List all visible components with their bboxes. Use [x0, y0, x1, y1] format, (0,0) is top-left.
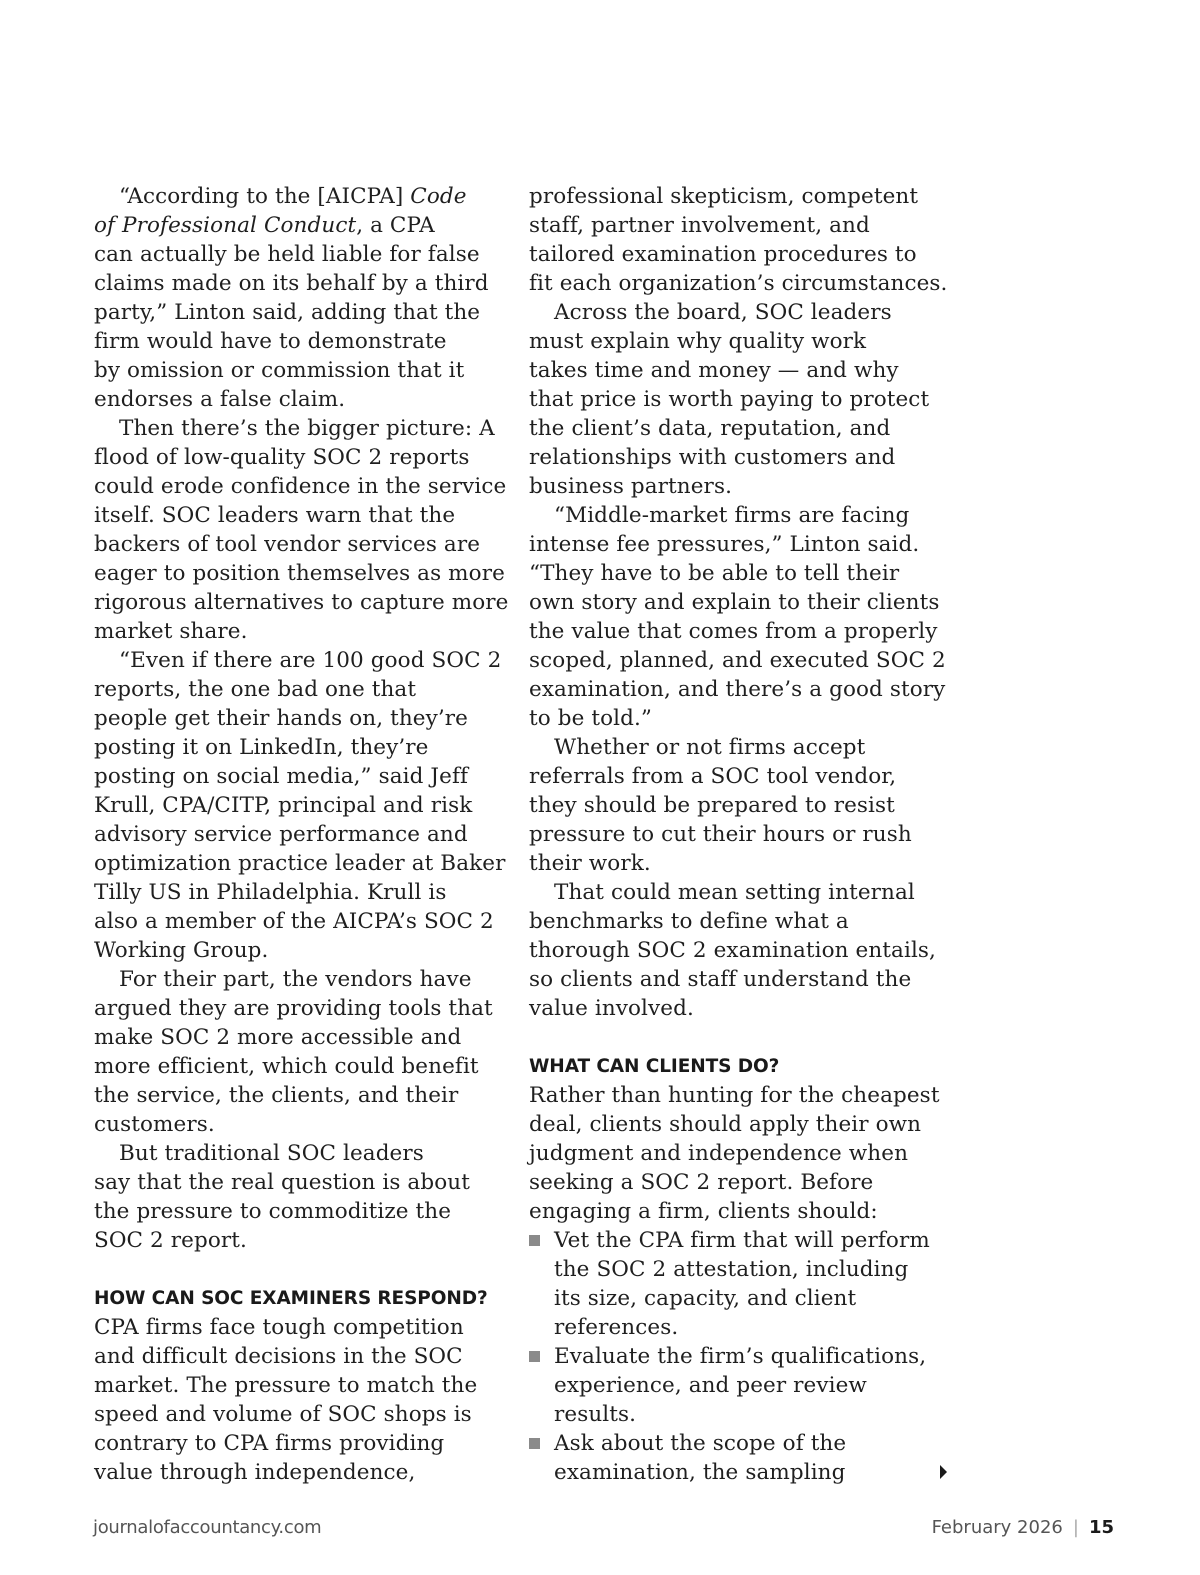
text-line: optimization practice leader at Baker — [94, 851, 506, 876]
paragraph — [529, 501, 946, 733]
text-line: “They have to be able to tell their — [529, 561, 900, 586]
paragraph — [529, 1081, 941, 1226]
paragraph — [94, 646, 506, 965]
text-line: Ask about the scope of the — [554, 1431, 847, 1456]
left-column — [94, 182, 509, 1487]
text-line: market. The pressure to match the — [94, 1373, 478, 1398]
text-line: posting on social media,” said Jeff — [94, 764, 469, 789]
text-line: advisory service performance and — [94, 822, 468, 847]
text-line: Tilly US in Philadelphia. Krull is — [94, 880, 447, 905]
footer-page-info — [932, 1517, 1114, 1538]
text-line: could erode confidence in the service — [94, 474, 507, 499]
bullet-square-icon — [529, 1438, 540, 1449]
footer-issue-date: February 2026 — [931, 1517, 1063, 1538]
text-line: Then there’s the bigger picture: A — [119, 416, 495, 441]
text-line: intense fee pressures,” Linton said. — [529, 532, 920, 557]
text-line: deal, clients should apply their own — [529, 1112, 922, 1137]
text-line: fit each organization’s circumstances. — [529, 271, 948, 296]
text-line: they should be prepared to resist — [529, 793, 895, 818]
text-line: Evaluate the firm’s qualifications, — [554, 1344, 927, 1369]
text-line: professional skepticism, competent — [529, 184, 919, 209]
text-line: benchmarks to define what a — [529, 909, 849, 934]
text-line: reports, the one bad one that — [94, 677, 417, 702]
text-line: Whether or not firms accept — [554, 735, 866, 760]
text-line: the service, the clients, and their — [94, 1083, 459, 1108]
text-line: pressure to cut their hours or rush — [529, 822, 912, 847]
text-line: people get their hands on, they’re — [94, 706, 468, 731]
paragraph — [94, 1139, 506, 1255]
text-line: say that the real question is about — [94, 1170, 470, 1195]
paragraph: “According to the [AICPA] Code of Professional Conduct, a CPA can actually be held liable for false claims made on its behalf by a third party,” Linton said, adding that the firm would have to demonstrate by omission or commission that it endorses a false claim. — [94, 184, 489, 412]
text-line: to be told.” — [529, 706, 652, 731]
paragraph — [529, 298, 941, 501]
text-line: But traditional SOC leaders — [119, 1141, 424, 1166]
bullet-item — [529, 1226, 941, 1342]
text-line: examination, and there’s a good story — [529, 677, 946, 702]
paragraph — [94, 1313, 506, 1487]
text-line: examination, the sampling — [554, 1460, 846, 1485]
text-line: also a member of the AICPA’s SOC 2 — [94, 909, 494, 934]
text-line: Vet the CPA firm that will perform — [554, 1228, 930, 1253]
text-line: results. — [554, 1402, 637, 1427]
paragraph — [529, 878, 941, 1023]
text-line: staff, partner involvement, and — [529, 213, 870, 238]
text-line: relationships with customers and — [529, 445, 896, 470]
text-line: itself. SOC leaders warn that the — [94, 503, 456, 528]
footer-separator: | — [1072, 1517, 1079, 1538]
text-line: takes time and money — and why — [529, 358, 899, 383]
footer-website: journalofaccountancy.com — [93, 1517, 322, 1538]
page-number: 15 — [1088, 1517, 1114, 1538]
text-line: contrary to CPA firms providing — [94, 1431, 445, 1456]
text-line: tailored examination procedures to — [529, 242, 917, 267]
paragraph — [529, 733, 941, 878]
text-line: the client’s data, reputation, and — [529, 416, 891, 441]
text-line: the pressure to commoditize the — [94, 1199, 452, 1224]
text-line: their work. — [529, 851, 651, 876]
section-heading: WHAT CAN CLIENTS DO? — [529, 1056, 780, 1077]
section-heading: HOW CAN SOC EXAMINERS RESPOND? — [94, 1288, 488, 1309]
right-column — [529, 182, 948, 1487]
text-line: speed and volume of SOC shops is — [94, 1402, 472, 1427]
text-line: the value that comes from a properly — [529, 619, 938, 644]
text-line: Working Group. — [94, 938, 269, 963]
text-line: “Middle-market firms are facing — [554, 503, 910, 528]
text-line: scoped, planned, and executed SOC 2 — [529, 648, 946, 673]
text-line: market share. — [94, 619, 248, 644]
text-line: so clients and staff understand the — [529, 967, 912, 992]
text-line: flood of low-quality SOC 2 reports — [94, 445, 470, 470]
text-line: engaging a firm, clients should: — [529, 1199, 878, 1224]
text-line: “Even if there are 100 good SOC 2 — [119, 648, 502, 673]
text-line: own story and explain to their clients — [529, 590, 940, 615]
text-line: seeking a SOC 2 report. Before — [529, 1170, 874, 1195]
text-line: eager to position themselves as more — [94, 561, 505, 586]
text-line: that price is worth paying to protect — [529, 387, 930, 412]
text-line: Rather than hunting for the cheapest — [529, 1083, 940, 1108]
text-line: must explain why quality work — [529, 329, 867, 354]
bullet-list — [529, 1226, 941, 1487]
bullet-item — [529, 1342, 941, 1429]
text-line: judgment and independence when — [529, 1141, 909, 1166]
bullet-item — [529, 1429, 941, 1487]
text-line: value involved. — [529, 996, 694, 1021]
paragraph — [94, 414, 509, 646]
text-line: business partners. — [529, 474, 733, 499]
paragraph — [529, 182, 948, 298]
text-line: value through independence, — [94, 1460, 416, 1485]
text-line: references. — [554, 1315, 679, 1340]
text-line: the SOC 2 attestation, including — [554, 1257, 909, 1282]
text-line: backers of tool vendor services are — [94, 532, 481, 557]
text-line: Krull, CPA/CITP, principal and risk — [94, 793, 473, 818]
continue-arrow-icon — [940, 1465, 947, 1479]
text-line: That could mean setting internal — [554, 880, 915, 905]
bullet-square-icon — [529, 1235, 540, 1246]
text-line: rigorous alternatives to capture more — [94, 590, 509, 615]
text-line: SOC 2 report. — [94, 1228, 247, 1253]
text-line: Across the board, SOC leaders — [554, 300, 892, 325]
text-line: customers. — [94, 1112, 215, 1137]
bullet-square-icon — [529, 1351, 540, 1362]
text-line: experience, and peer review — [554, 1373, 867, 1398]
text-line: CPA firms face tough competition — [94, 1315, 464, 1340]
text-line: make SOC 2 more accessible and — [94, 1025, 462, 1050]
text-line: more efficient, which could benefit — [94, 1054, 479, 1079]
paragraph — [94, 965, 506, 1139]
text-line: and difficult decisions in the SOC — [94, 1344, 463, 1369]
text-line: For their part, the vendors have — [119, 967, 472, 992]
text-line: argued they are providing tools that — [94, 996, 493, 1021]
text-line: thorough SOC 2 examination entails, — [529, 938, 936, 963]
text-line: its size, capacity, and client — [554, 1286, 857, 1311]
text-line: posting it on LinkedIn, they’re — [94, 735, 429, 760]
text-line: referrals from a SOC tool vendor, — [529, 764, 897, 789]
